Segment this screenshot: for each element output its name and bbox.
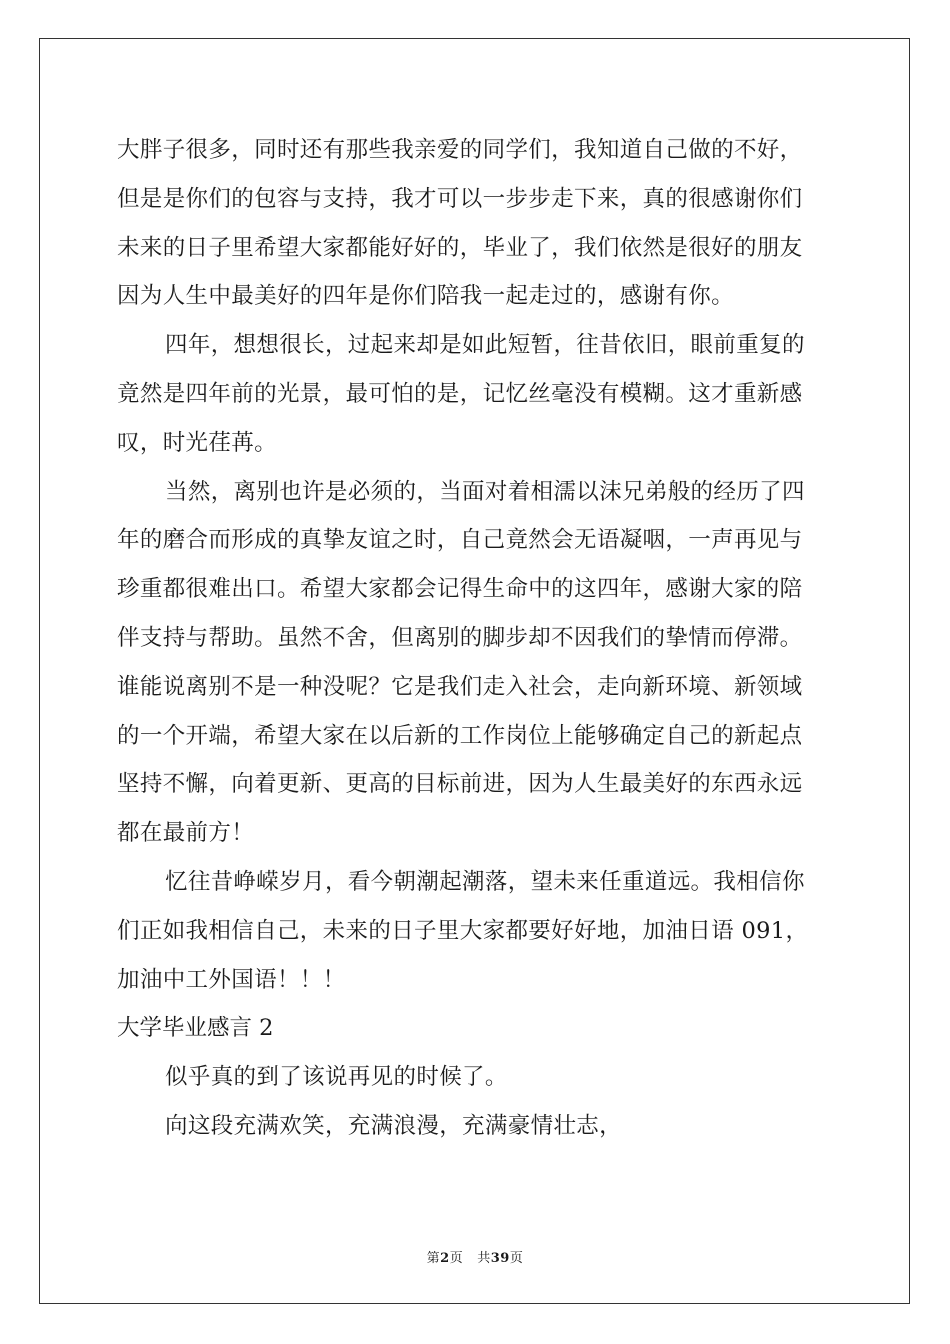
text-line: 珍重都很难出口。希望大家都会记得生命中的这四年，感谢大家的陪 [117, 576, 803, 603]
section-heading: 大学毕业感言 2 [117, 1015, 274, 1042]
text-line: 但是是你们的包容与支持，我才可以一步步走下来，真的很感谢你们 [117, 185, 803, 212]
total-prefix: 共 [477, 1251, 491, 1266]
text-line: 们正如我相信自己，未来的日子里大家都要好好地，加油日语 091， [117, 917, 809, 944]
text-line: 大胖子很多，同时还有那些我亲爱的同学们，我知道自己做的不好， [117, 137, 803, 163]
text-line: 加油中工外国语！！！ [117, 966, 346, 993]
text-line: 叹，时光荏苒。 [117, 429, 277, 456]
text-line: 因为人生中最美好的四年是你们陪我一起走过的，感谢有你。 [117, 283, 734, 310]
paragraph-first-line: 似乎真的到了该说再见的时候了。 [165, 1064, 508, 1091]
text-line: 未来的日子里希望大家都能好好的，毕业了，我们依然是很好的朋友 [117, 234, 803, 261]
paragraph-first-line: 当然，离别也许是必须的，当面对着相濡以沫兄弟般的经历了四 [165, 478, 805, 505]
text-line: 的一个开端，希望大家在以后新的工作岗位上能够确定自己的新起点 [117, 722, 803, 749]
text-line: 竟然是四年前的光景，最可怕的是，记忆丝毫没有模糊。这才重新感 [117, 380, 803, 407]
page-prefix: 第 [426, 1251, 441, 1266]
text-line: 都在最前方！ [117, 820, 255, 847]
total-suffix: 页 [509, 1251, 524, 1266]
paragraph-first-line: 忆往昔峥嵘岁月，看今朝潮起潮落，望未来任重道远。我相信你 [165, 868, 805, 895]
text-line: 坚持不懈，向着更新、更高的目标前进，因为人生最美好的东西永远 [117, 771, 803, 798]
text-line: 伴支持与帮助。虽然不舍，但离别的脚步却不因我们的挚情而停滞。 [117, 624, 803, 651]
page-suffix: 页 [449, 1251, 464, 1266]
total-pages: 39 [490, 1251, 510, 1266]
paragraph-first-line: 四年，想想很长，过起来却是如此短暂，往昔依旧，眼前重复的 [165, 332, 805, 359]
page-number: 2 [440, 1251, 450, 1266]
page-footer [0, 1247, 950, 1266]
text-line: 年的磨合而形成的真挚友谊之时，自己竟然会无语凝咽，一声再见与 [117, 527, 803, 554]
document-body [117, 126, 837, 1151]
paragraph-first-line: 向这段充满欢笑，充满浪漫，充满豪情壮志， [165, 1112, 623, 1139]
text-line: 谁能说离别不是一种没呢？它是我们走入社会，走向新环境、新领域 [117, 673, 803, 700]
